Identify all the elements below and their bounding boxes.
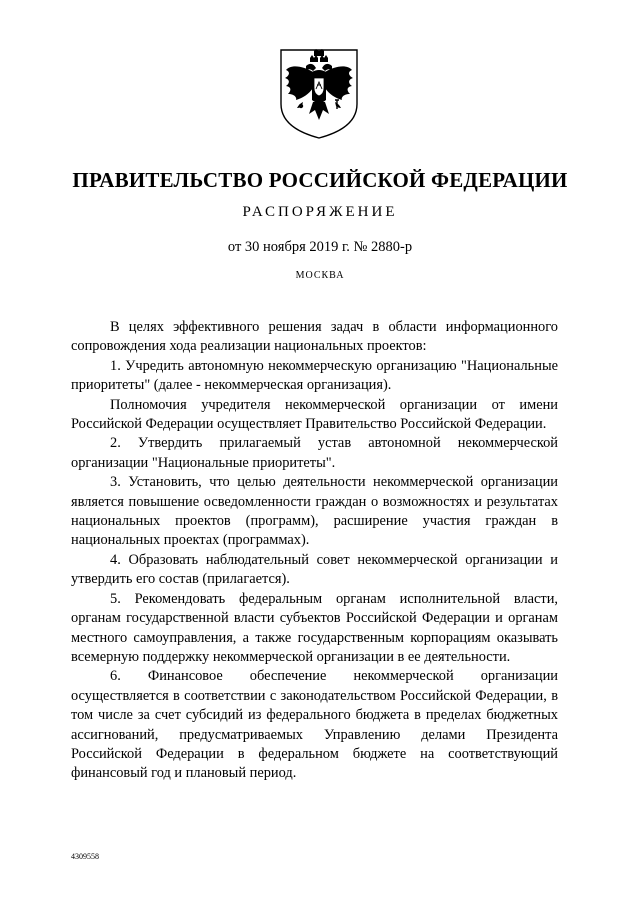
document-date-number: от 30 ноября 2019 г. № 2880-р <box>227 239 413 255</box>
paragraph-item-3: 3. Установить, что целью деятельности некоммерческой организации является повышение осведомленности граждан о возможностях и результатах национальных проектов (программ), расширение участия граждан в национальных проектах (программах). <box>71 474 558 549</box>
government-name: ПРАВИТЕЛЬСТВО РОССИЙСКОЙ ФЕДЕРАЦИИ <box>72 168 568 192</box>
document-code: 4309558 <box>71 852 99 861</box>
paragraph-item-1: 1. Учредить автономную некоммерческую организацию "Национальные приоритеты" (далее - некоммерческая организация). <box>71 357 558 394</box>
paragraph-item-2: 2. Утвердить прилагаемый устав автономной некоммерческой организации "Национальные приоритеты". <box>71 435 558 471</box>
document-type: РАСПОРЯЖЕНИЕ <box>242 204 398 220</box>
paragraph-founder-powers: Полномочия учредителя некоммерческой организации от имени Российской Федерации осуществляет Правительство Российской Федерации. <box>71 396 558 433</box>
document-place: МОСКВА <box>295 270 345 281</box>
russian-coat-of-arms-icon <box>279 48 359 140</box>
paragraph-item-6: 6. Финансовое обеспечение некоммерческой организации осуществляется в соответствии с законодательством Российской Федерации, в том числе за счет субсидий из федерального бюджета в пределах бюджетных ассигнований, предусматриваемых Управлению делами Президента Российской Федерации в федеральном бюджете на соответствующий финансовый год и плановый период. <box>71 668 558 782</box>
paragraph-preamble: В целях эффективного решения задач в области информационного сопровождения хода реализации национальных проектов: <box>71 319 558 355</box>
paragraph-item-4: 4. Образовать наблюдательный совет некоммерческой организации и утвердить его состав (прилагается). <box>71 551 558 588</box>
paragraph-item-5: 5. Рекомендовать федеральным органам исполнительной власти, органам государственной власти субъектов Российской Федерации и органам местного самоуправления, а также государственным корпорациям оказывать всемерную поддержку некоммерческой организации в ее деятельности. <box>71 590 558 665</box>
document-body <box>71 318 558 784</box>
